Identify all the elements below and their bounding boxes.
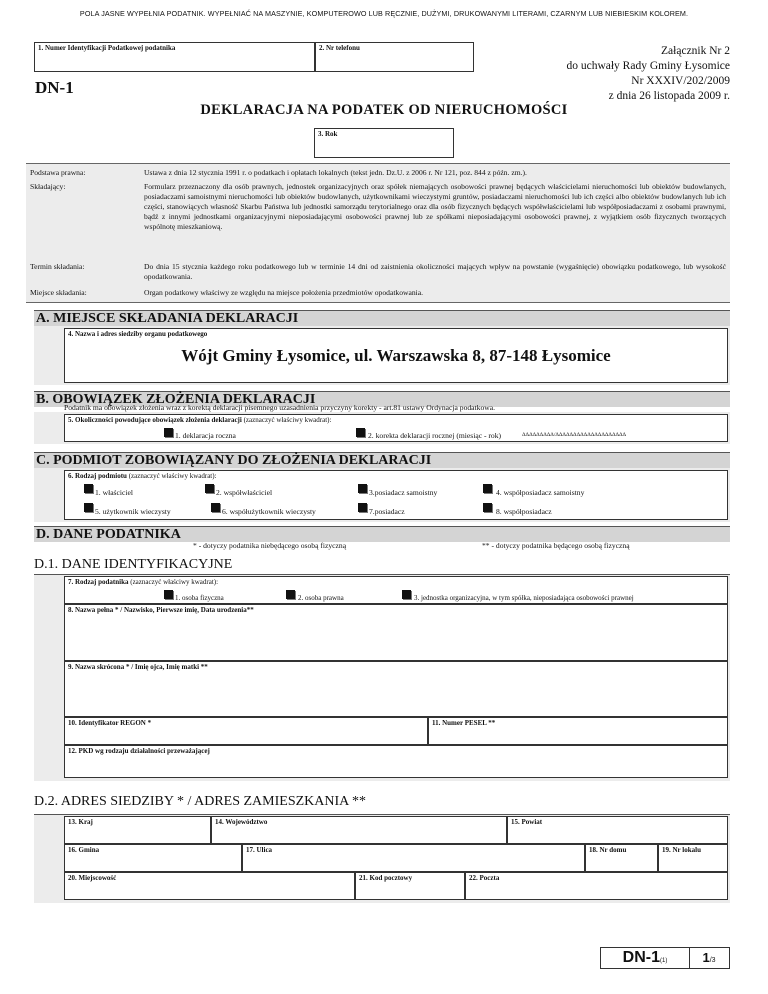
- option-label: 3.posiadacz samoistny: [369, 488, 438, 497]
- legal-person-note: * - dotyczy podatnika niebędącego osobą fizyczną: [193, 541, 347, 550]
- section-d2-header: D.2. ADRES SIEDZIBY * / ADRES ZAMIESZKANIA **: [34, 794, 366, 809]
- house-number-label: 18. Nr domu: [589, 846, 627, 854]
- info-key: Miejsce składania:: [30, 288, 87, 297]
- short-name-field[interactable]: [64, 661, 728, 717]
- county-label: 15. Powiat: [511, 818, 543, 826]
- taxpayer-type-label: 7. Rodzaj podatnika (zaznaczyć właściwy kwadrat):: [68, 578, 219, 586]
- post-office-label: 22. Poczta: [469, 874, 500, 882]
- option-label: 4. współposiadacz samoistny: [496, 488, 585, 497]
- footer-code: DN-1(1): [601, 948, 690, 968]
- apartment-number-label: 19. Nr lokalu: [662, 846, 701, 854]
- city-label: 20. Miejscowość: [68, 874, 117, 882]
- option-label: 5. użytkownik wieczysty: [95, 507, 171, 516]
- postal-code-field[interactable]: [355, 872, 465, 900]
- info-value: Ustawa z dnia 12 stycznia 1991 r. o podatkach i opłatach lokalnych (tekst jedn. Dz.U. z 2006 r. Nr 121, poz. 844 z późn. zm.).: [144, 168, 527, 177]
- annex-note: [566, 44, 730, 104]
- office-label: 4. Nazwa i adres siedziby organu podatkowego: [68, 330, 208, 338]
- commune-label: 16. Gmina: [68, 846, 100, 854]
- section-d1-header: D.1. DANE IDENTYFIKACYJNE: [34, 557, 233, 572]
- annex-line: Załącznik Nr 2: [661, 45, 730, 57]
- info-key: Podstawa prawna:: [30, 168, 86, 177]
- year-field[interactable]: [314, 128, 454, 158]
- short-name-label: 9. Nazwa skrócona * / Imię ojca, Imię matki **: [68, 663, 208, 671]
- info-value: Formularz przeznaczony dla osób prawnych, jednostek organizacyjnych oraz spółek niemających osobowości prawnej będących właścicielami nieruchomości lub obiektów budowlanych, posiadaczami samoistnymi nieruchomości lub obiektów budowlanych, użytkownikami wieczystymi gruntów, posiadaczami nieruchomości lub ich części albo obiektów budowlanych lub ich części, stanowiących własność Skarbu Państwa lub jednostki samorządu terytorialnego oraz dla osób fizycznych będących współwłaścicielami lub współposiadaczami z osobami prawnymi, bądź z innymi jednostkami organizacyjnymi nieposiadającymi osobowości prawnej lub ze spółkami nieposiadającymi osobowości prawnej, z wyjątkiem osób fizycznych tworzących wspólnotę mieszkaniową.: [144, 182, 726, 231]
- page-title: DEKLARACJA NA PODATEK OD NIERUCHOMOŚCI: [200, 102, 568, 118]
- commune-field[interactable]: [64, 844, 242, 872]
- natural-person-checkbox[interactable]: [164, 590, 173, 599]
- page-number: 1/3: [702, 950, 716, 965]
- pesel-field[interactable]: [428, 717, 728, 745]
- option-label: 1. właściciel: [95, 488, 133, 497]
- holder-checkbox[interactable]: [358, 503, 367, 512]
- legal-basis-row: [26, 168, 730, 179]
- full-name-label: 8. Nazwa pełna * / Nazwisko, Pierwsze imię, Data urodzenia**: [68, 606, 254, 614]
- apartment-number-field[interactable]: [658, 844, 728, 872]
- voivodeship-label: 14. Województwo: [215, 818, 268, 826]
- legal-person-checkbox[interactable]: [286, 590, 295, 599]
- option-label: 1. osoba fizyczna: [175, 594, 224, 602]
- phone-label: 2. Nr telefonu: [319, 44, 360, 52]
- annex-line: z dnia 26 listopada 2009 r.: [608, 90, 730, 102]
- phone-field[interactable]: [315, 42, 474, 72]
- office-value: Wójt Gminy Łysomice, ul. Warszawska 8, 87-148 Łysomice: [181, 346, 611, 365]
- deadline-row: [26, 262, 730, 284]
- org-unit-checkbox[interactable]: [402, 590, 411, 599]
- house-number-field[interactable]: [585, 844, 658, 872]
- correction-date-field[interactable]: ΔΔΔΔΔΔΔΔΔ/ΔΔΔΔΔΔΔΔΔΔΔΔΔΔΔΔΔΔΔΔ: [522, 432, 627, 438]
- section-b-header: B. OBOWIĄZEK ZŁOŻENIA DEKLARACJI: [34, 391, 730, 407]
- full-name-field[interactable]: [64, 604, 728, 661]
- co-possessor-checkbox[interactable]: [483, 484, 492, 493]
- year-label: 3. Rok: [318, 130, 338, 138]
- pkd-label: 12. PKD wg rodzaju działalności przeważającej: [68, 747, 210, 755]
- nip-field[interactable]: [34, 42, 315, 72]
- city-field[interactable]: [64, 872, 355, 900]
- option-label: 3. jednostka organizacyjna, w tym spółka, nieposiadająca osobowości prawnej: [414, 594, 634, 602]
- correction-checkbox[interactable]: [356, 428, 365, 437]
- natural-person-note: ** - dotyczy podatnika będącego osobą fizyczną: [482, 541, 630, 550]
- correction-label: 2. korekta deklaracji rocznej (miesiąc - rok): [368, 431, 502, 440]
- postal-code-label: 21. Kod pocztowy: [359, 874, 413, 882]
- regon-label: 10. Identyfikator REGON *: [68, 719, 152, 727]
- option-label: 7.posiadacz: [369, 507, 405, 516]
- annual-checkbox[interactable]: [164, 428, 173, 437]
- nip-label: 1. Numer Identyfikacji Podatkowej podatnika: [38, 44, 176, 52]
- county-field[interactable]: [507, 816, 728, 844]
- perpetual-user-checkbox[interactable]: [84, 503, 93, 512]
- section-c-header: C. PODMIOT ZOBOWIĄZANY DO ZŁOŻENIA DEKLARACJI: [34, 452, 730, 468]
- office-field[interactable]: [64, 328, 728, 383]
- section-a-header: A. MIEJSCE SKŁADANIA DEKLARACJI: [34, 310, 730, 326]
- info-value: Do dnia 15 stycznia każdego roku podatkowego lub w terminie 14 dni od zaistnienia okoliczności mających wpływ na powstanie (wygaśnięcie) obowiązku podatkowego, lub wysokość opodatkowania.: [144, 262, 726, 281]
- co-holder-checkbox[interactable]: [483, 503, 492, 512]
- obligation-label: 5. Okoliczności powodujące obowiązek złożenia deklaracji (zaznaczyć właściwy kwadrat):: [68, 416, 332, 424]
- co-owner-checkbox[interactable]: [205, 484, 214, 493]
- section-d-header: D. DANE PODATNIKA: [34, 526, 730, 542]
- option-label: 6. współużytkownik wieczysty: [222, 507, 316, 516]
- info-value: Organ podatkowy właściwy ze względu na miejsce położenia przedmiotów opodatkowania.: [144, 288, 424, 297]
- place-row: [26, 288, 730, 299]
- annex-line: Nr XXXIV/202/2009: [631, 75, 730, 87]
- street-field[interactable]: [242, 844, 585, 872]
- footer-box: [600, 947, 730, 969]
- info-key: Składający:: [30, 182, 66, 191]
- option-label: 2. współwłaściciel: [216, 488, 273, 497]
- pkd-field[interactable]: [64, 745, 728, 778]
- annex-line: do uchwały Rady Gminy Łysomice: [566, 60, 730, 72]
- annual-label: 1. deklaracja roczna: [175, 431, 236, 440]
- form-code: DN-1: [35, 78, 74, 97]
- possessor-checkbox[interactable]: [358, 484, 367, 493]
- post-office-field[interactable]: [465, 872, 728, 900]
- country-field[interactable]: [64, 816, 211, 844]
- street-label: 17. Ulica: [246, 846, 273, 854]
- owner-checkbox[interactable]: [84, 484, 93, 493]
- entity-type-label: 6. Rodzaj podmiotu (zaznaczyć właściwy kwadrat):: [68, 472, 217, 480]
- co-perpetual-user-checkbox[interactable]: [211, 503, 220, 512]
- section-b-note: Podatnik ma obowiązek złożenia wraz z korektą deklaracji pisemnego uzasadnienia przyczyny korekty - art.81 ustawy Ordynacja podatkowa.: [64, 403, 495, 412]
- country-label: 13. Kraj: [68, 818, 93, 826]
- instruction-note: POLA JASNE WYPEŁNIA PODATNIK. WYPEŁNIAĆ NA MASZYNIE, KOMPUTEROWO LUB RĘCZNIE, DUŻYMI, DRUKOWANYMI LITERAMI, CZARNYM LUB NIEBIESKIM KOLOREM.: [79, 9, 689, 18]
- option-label: 8. współposiadacz: [496, 507, 552, 516]
- submitter-row: [26, 182, 730, 250]
- info-key: Termin składania:: [30, 262, 85, 271]
- regon-field[interactable]: [64, 717, 428, 745]
- pesel-label: 11. Numer PESEL **: [432, 719, 496, 727]
- voivodeship-field[interactable]: [211, 816, 507, 844]
- option-label: 2. osoba prawna: [298, 594, 344, 602]
